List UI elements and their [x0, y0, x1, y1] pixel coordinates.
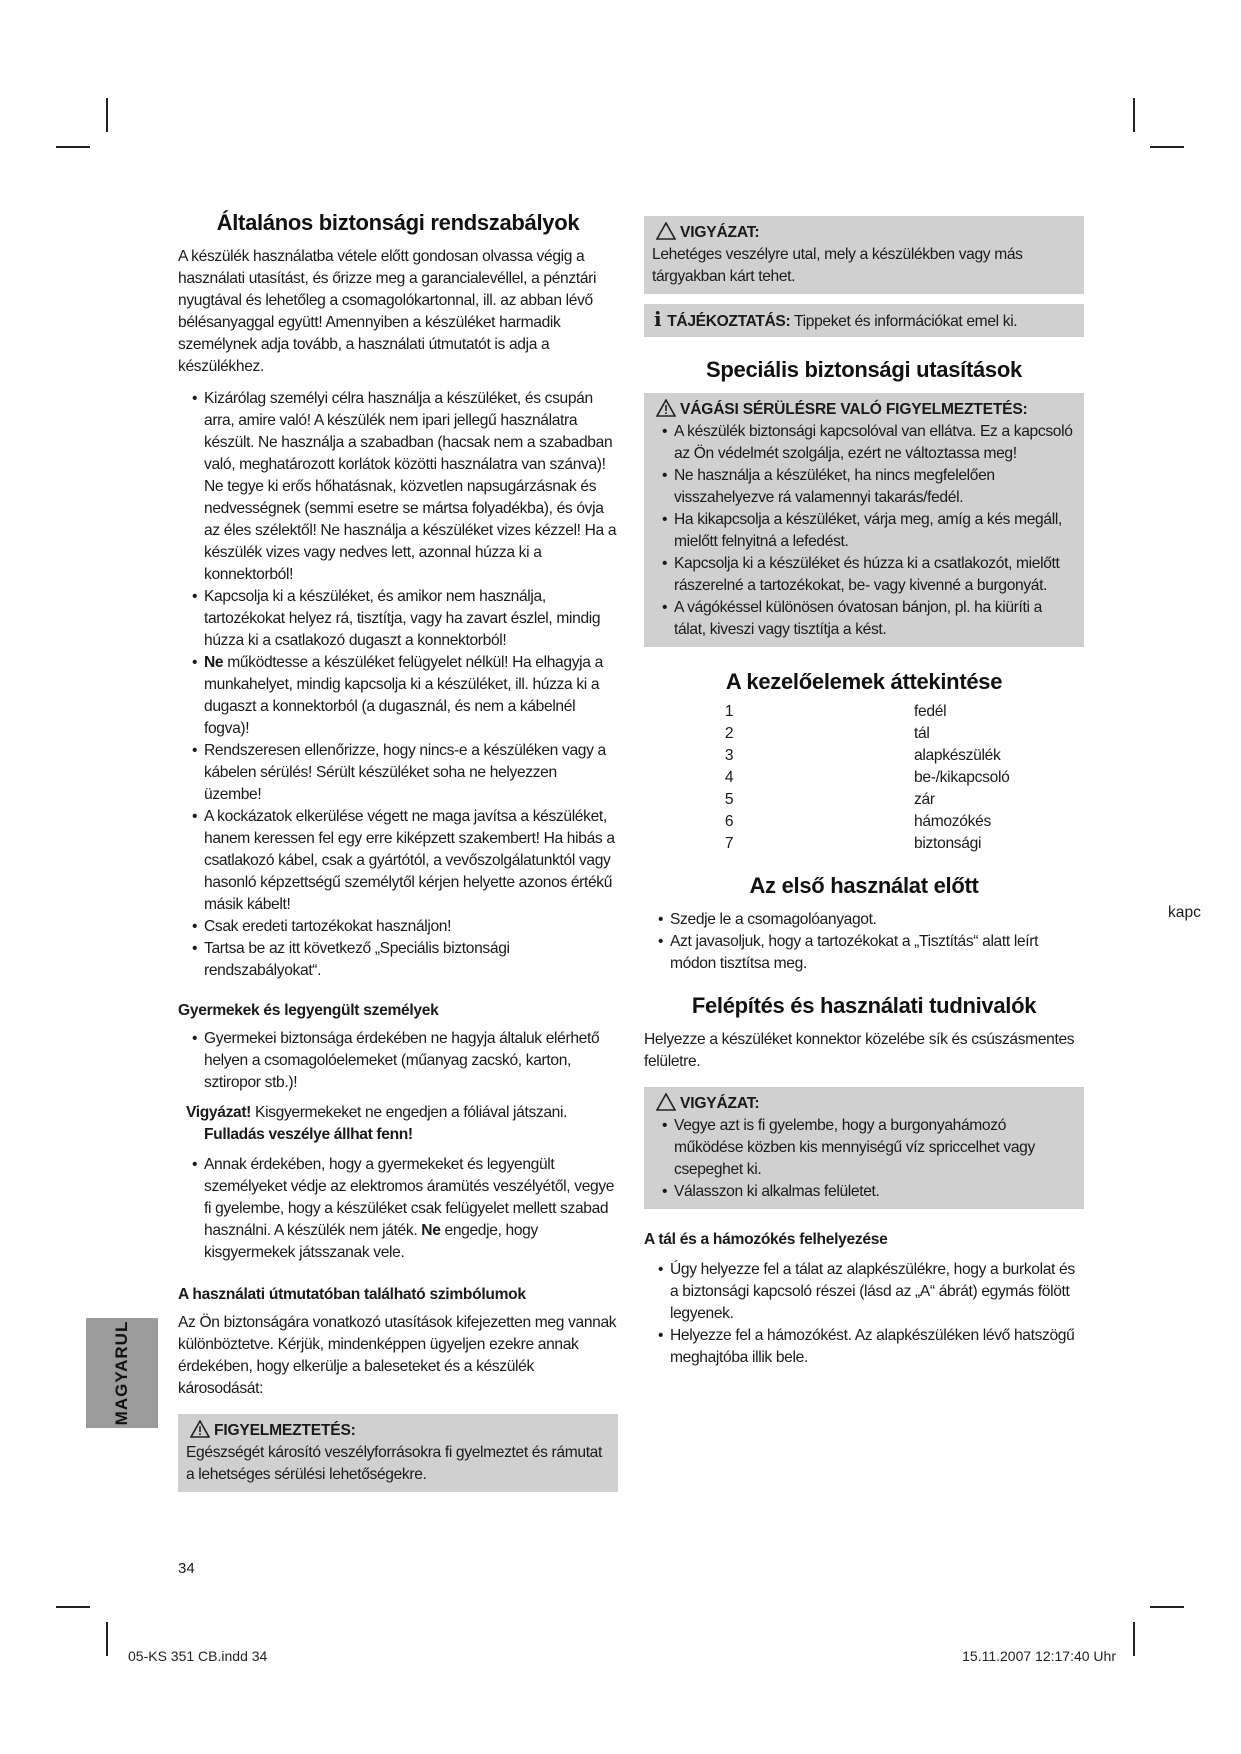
control-number: 2	[724, 725, 734, 742]
controls-table	[644, 701, 1084, 855]
warning-triangle-icon	[656, 399, 676, 417]
control-name: biztonsági	[914, 835, 982, 852]
list-item: • Ne használja a készüléket, ha nincs megfelelően visszahelyezve rá valamennyi takarás/fedél.	[662, 467, 995, 506]
list-item: • Annak érdekében, hogy a gyermekeket és legyengült személyeket védje az elektromos áramütés veszélyétől, vegye fi gyelembe, hogy a készüléket csak felügyelet mellett szabad használni. A készülék nem játék. Ne engedje, hogy kisgyermekek játsszanak vele.	[192, 1156, 615, 1261]
list-item: • Azt javasoljuk, hogy a tartozékokat a „Tisztítás“ alatt leírt módon tisztítsa meg.	[658, 933, 1039, 972]
general-safety-title: Általános biztonsági rendszabályok	[216, 210, 580, 235]
caution2-box	[644, 1087, 1084, 1209]
bowl-heading: A tál és a hámozókés felhelyezése	[644, 1231, 888, 1248]
first-use-list	[644, 909, 1084, 975]
crop-mark	[56, 146, 90, 148]
setup-title: Felépítés és használati tudnivalók	[691, 993, 1037, 1018]
caution2-list	[652, 1115, 1076, 1203]
warning-text: Egészségét károsító veszélyforrásokra fi gyelmeztet és rámutat a lehetséges sérülési lehetőségekre.	[186, 1444, 602, 1483]
crop-mark	[1133, 98, 1135, 132]
caution-text: Lehetéges veszélyre utal, mely a készülékben vagy más tárgyakban kárt tehet.	[652, 246, 1023, 285]
list-item: • Ne működtesse a készüléket felügyelet nélkül! Ha elhagyja a munkahelyet, mindig kapcsolja ki a készüléket, ill. húzza ki a dugaszt a konnektorból (a dugasznál, és nem a kábelnél fogva)!	[192, 654, 603, 737]
control-number: 4	[724, 769, 734, 786]
controls-row	[644, 789, 1084, 811]
warning-title: FIGYELMEZTETÉS:	[214, 1422, 356, 1439]
controls-row	[644, 701, 1084, 723]
control-number: 5	[724, 791, 734, 808]
crop-mark	[1150, 146, 1184, 148]
warning-box	[178, 1414, 618, 1492]
left-column	[178, 210, 618, 1492]
info-icon: i	[654, 307, 662, 331]
footer-file: 05-KS 351 CB.indd 34	[128, 1648, 268, 1664]
page-number: 34	[178, 1560, 195, 1577]
children-heading: Gyermekek és legyengült személyek	[178, 1002, 439, 1019]
crop-mark	[56, 1606, 90, 1608]
controls-title: A kezelőelemek áttekintése	[725, 669, 1003, 694]
special-safety-title: Speciális biztonsági utasítások	[706, 357, 1022, 382]
list-item: • Kapcsolja ki a készüléket és húzza ki a csatlakozót, mielőtt rászerelné a tartozékokat, be- vagy kivenné a burgonyát.	[662, 555, 1060, 594]
crop-mark	[1133, 1622, 1135, 1656]
caution-triangle-icon	[656, 222, 676, 240]
first-use-title: Az első használat előtt	[749, 873, 979, 898]
list-item: • Tartsa be az itt következő „Speciális biztonsági rendszabályokat“.	[192, 940, 510, 979]
list-item: • Helyezze fel a hámozókést. Az alapkészüléken lévő hatszögű meghajtóba illik bele.	[658, 1327, 1075, 1366]
control-number: 6	[724, 813, 734, 830]
caution-triangle-icon	[656, 1093, 676, 1111]
info-title: TÁJÉKOZTATÁS:	[667, 313, 791, 330]
list-item: • A készülék biztonsági kapcsolóval van ellátva. Ez a kapcsoló az Ön védelmét szolgálja, ezért ne változtassa meg!	[662, 423, 1073, 462]
list-item: • Kizárólag személyi célra használja a készüléket, és csupán arra, amire való! A készülék nem ipari jellegű használatra készült. Ne használja a szabadban (hacsak nem a szabadban való, meghatározott korlátok közötti használatra van szánva)! Ne tegye ki erős hőhatásnak, közvetlen napsugárzásnak és nedvességnek (semmi esetre se mártsa folyadékba), és óvja az éles szélektől! Ne használja a készüléket vizes kézzel! Ha a készülék vizes vagy nedves lett, azonnal húzza ki a konnektorból!	[192, 390, 617, 583]
setup-paragraph: Helyezze a készüléket konnektor közelébe sík és csúszásmentes felületre.	[644, 1031, 1075, 1070]
symbols-paragraph: Az Ön biztonságára vonatkozó utasítások kifejezetten meg vannak különböztetve. Kérjük, mindenképpen ügyeljen ezekre annak érdekében, hogy elkerülje a baleseteket és a készülék károsodását:	[178, 1314, 617, 1397]
control-name: alapkészülék	[914, 747, 1001, 764]
crop-mark	[106, 98, 108, 132]
children-list	[178, 1028, 618, 1094]
intro-paragraph: A készülék használatba vétele előtt gondosan olvassa végig a használati utasítást, és őrizze meg a garancialevéllel, a pénztári nyugtával és lehetőleg a csomagolókartonnal, ill. az abban lévő bélésanyaggal együtt! Amennyiben a készüléket harmadik személynek adja tovább, a használati útmutatót is adja a készülékhez.	[178, 248, 597, 375]
control-name: fedél	[914, 703, 947, 720]
bowl-list	[644, 1259, 1084, 1369]
control-name: hámozókés	[914, 813, 992, 830]
list-item: • Kapcsolja ki a készüléket, és amikor nem használja, tartozékokat helyez rá, tisztítja, vagy ha zavart észlel, mindig húzza ki a csatlakozó dugaszt a konnektorból!	[192, 588, 601, 649]
list-item: • Válasszon ki alkalmas felületet.	[662, 1183, 880, 1200]
controls-row	[644, 745, 1084, 767]
caution-note: Vigyázat! Kisgyermekeket ne engedjen a fóliával játszani. Fulladás veszélye állhat fenn!	[186, 1104, 568, 1143]
crop-mark	[106, 1622, 108, 1656]
caution-box	[644, 216, 1084, 294]
protection-list	[178, 1154, 618, 1264]
right-column	[644, 210, 1084, 1369]
list-item: • Szedje le a csomagolóanyagot.	[658, 911, 877, 928]
control-name: zár	[914, 791, 935, 808]
cut-warning-title: VÁGÁSI SÉRÜLÉSRE VALÓ FIGYELMEZTETÉS:	[680, 401, 1028, 418]
control-number: 7	[724, 835, 734, 852]
controls-row	[644, 723, 1084, 745]
cut-warning-box	[644, 393, 1084, 647]
list-item: • Úgy helyezze fel a tálat az alapkészülékre, hogy a burkolat és a biztonsági kapcsoló részei (lásd az „A“ ábrát) egymás fölött legyenek.	[658, 1261, 1075, 1322]
list-item: • Ha kikapcsolja a készüléket, várja meg, amíg a kés megáll, mielőtt felnyitná a lefedést.	[662, 511, 1062, 550]
stray-text: kapc	[1168, 904, 1201, 921]
control-name: tál	[914, 725, 930, 742]
list-item: • A vágókéssel különösen óvatosan bánjon, pl. ha kiüríti a tálat, kiveszi vagy tisztítja a kést.	[662, 599, 1042, 638]
warning-triangle-icon	[190, 1420, 210, 1438]
list-item: • A kockázatok elkerülése végett ne maga javítsa a készüléket, hanem keressen fel egy erre kiképzett szakembert! Ha hibás a csatlakozó kábel, csak a gyártótól, a vevőszolgálatunktól vagy hasonló képzettségű személytől kérjen helyette azonos értékű másik kábelt!	[192, 808, 615, 913]
crop-mark	[1150, 1606, 1184, 1608]
list-item: • Gyermekei biztonsága érdekében ne hagyja általuk elérhető helyen a csomagolóelemeket (műanyag zacskó, karton, sztiropor stb.)!	[192, 1030, 600, 1091]
controls-row	[644, 833, 1084, 855]
caution2-title: VIGYÁZAT:	[680, 1095, 760, 1112]
list-item: • Csak eredeti tartozékokat használjon!	[192, 918, 452, 935]
controls-row	[644, 811, 1084, 833]
general-safety-list	[178, 388, 618, 982]
language-tab	[86, 1318, 158, 1428]
control-number: 1	[724, 703, 734, 720]
control-number: 3	[724, 747, 734, 764]
info-box	[644, 304, 1084, 337]
list-item: • Vegye azt is fi gyelembe, hogy a burgonyahámozó működése közben kis mennyiségű víz spriccelhet vagy csepeghet ki.	[662, 1117, 1035, 1178]
footer-date: 15.11.2007 12:17:40 Uhr	[962, 1648, 1116, 1664]
caution-title: VIGYÁZAT:	[680, 224, 760, 241]
control-name: be-/kikapcsoló	[914, 769, 1010, 786]
cut-warning-list	[652, 421, 1076, 641]
info-text: Tippeket és információkat emel ki.	[794, 313, 1018, 330]
list-item: • Rendszeresen ellenőrizze, hogy nincs-e a készüléken vagy a kábelen sérülés! Sérült készüléket soha ne helyezzen üzembe!	[192, 742, 606, 803]
language-label: MAGYARUL	[112, 1320, 131, 1426]
symbols-heading: A használati útmutatóban található szimbólumok	[178, 1286, 526, 1303]
controls-row	[644, 767, 1084, 789]
